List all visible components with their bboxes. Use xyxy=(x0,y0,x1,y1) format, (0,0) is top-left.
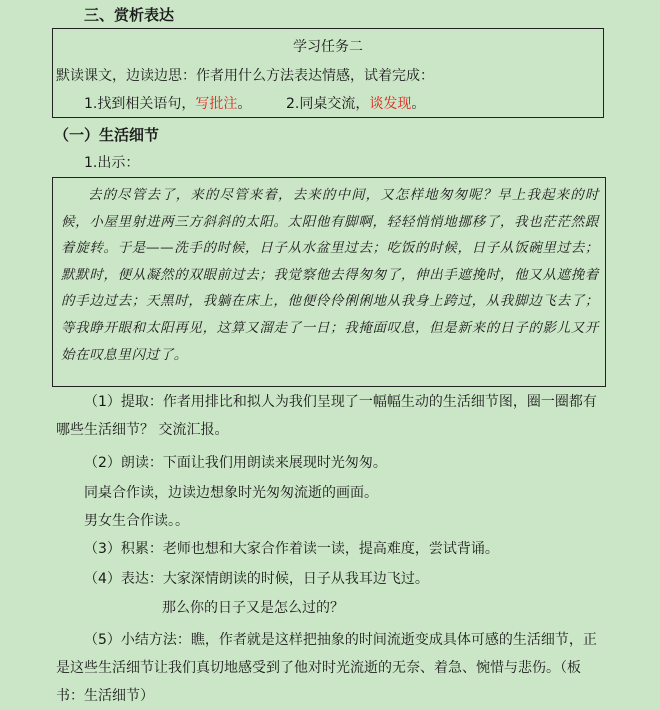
passage-box xyxy=(52,177,606,387)
task-box xyxy=(52,28,604,118)
step1-prefix: 1.找到相关语句， xyxy=(84,96,196,112)
item-read-aloud: （2）朗读：下面让我们用朗读来展现时光匆匆。 xyxy=(84,455,387,471)
step1-suffix: 。 xyxy=(237,96,252,112)
item-pair-reading: 同桌合作读，边读边想象时光匆匆流逝的画面。 xyxy=(84,485,378,501)
show-label: 1.出示： xyxy=(84,155,140,171)
step2-prefix: 2.同桌交流， xyxy=(286,96,370,112)
subheading: （一）生活细节 xyxy=(54,126,160,144)
passage-text: 去的尽管去了，来的尽管来着，去来的中间，又怎样地匆匆呢？早上我起来的时候，小屋里射进两三方斜斜的太阳。太阳他有脚啊，轻轻悄悄地挪移了，我也茫茫然跟着旋转。于是——洗手的时候，日子从水盆里过去；吃饭的时候，日子从饭碗里过去；默默时，便从凝然的双眼前过去；我觉察他去得匆匆了，伸出手遮挽时，他又从遮挽着的手边过去；天黑时，我躺在床上，他便伶伶俐俐地从我身上跨过，从我脚边飞去了；等我睁开眼和太阳再见，这算又溜走了一日；我掩面叹息，但是新来的日子的影儿又开始在叹息里闪过了。 xyxy=(61,187,599,363)
item-summary: （5）小结方法：瞧，作者就是这样把抽象的时间流逝变成具体可感的生活细节，正是这些生活细节让我们真切地感受到了他对时光流逝的无奈、着急、惋惜与悲伤。（板书：生活细节） xyxy=(56,632,597,704)
task-instruction: 默读课文，边读边思：作者用什么方法表达情感，试着完成： xyxy=(56,68,434,84)
step2-suffix: 。 xyxy=(411,96,426,112)
step1-highlight: 写批注 xyxy=(195,96,238,112)
task-step-1 xyxy=(84,94,251,114)
item-express: （4）表达：大家深情朗读的时候，日子从我耳边飞过。 xyxy=(84,571,429,587)
task-title: 学习任务二 xyxy=(293,39,363,55)
item-gender-reading: 男女生合作读。。 xyxy=(84,513,189,529)
item-accumulate: （3）积累：老师也想和大家合作着读一读，提高难度，尝试背诵。 xyxy=(84,541,499,557)
step2-highlight: 谈发现 xyxy=(369,96,412,112)
task-step-2 xyxy=(286,94,425,114)
item-question: 那么你的日子又是怎么过的？ xyxy=(162,600,344,616)
section-heading: 三、赏析表达 xyxy=(84,6,175,24)
item-extract: （1）提取：作者用排比和拟人为我们呈现了一幅幅生动的生活细节图，圈一圈都有哪些生活细节？ 交流汇报。 xyxy=(56,394,597,438)
